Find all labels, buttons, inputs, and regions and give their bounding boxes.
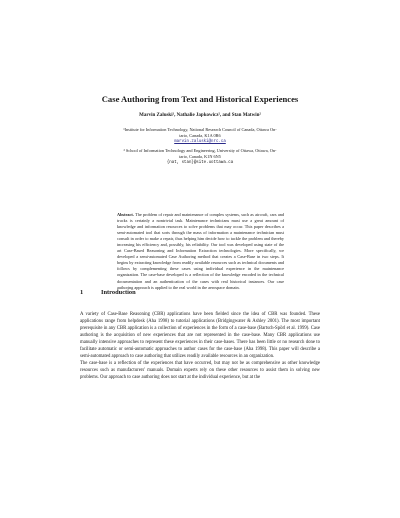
affiliation-2-line2: tario, Canada, K1N 6N5 — [179, 154, 221, 160]
section-title: Introduction — [101, 289, 136, 296]
intro-paragraph-2: The case-base is a reflection of the experiences that have occurred, but may not be as comprehensive as other knowledge resources such as manufacturers' manuals. Domain experts rely on these other resources to assist them in solving new problems. Our approach to case authoring does not start at the individual experience, but at the — [80, 361, 320, 381]
section-heading — [80, 289, 136, 297]
abstract-text: The problem of repair and maintenance of complex systems, such as aircraft, cars and trucks is certainly a nontrivial task. Maintenance technicians must use a great amount of knowledge and information resources to solve problems that may occur. This paper describes a semi-automated tool that sorts through the mass of information a maintenance technician must consult in order to make a repair, thus helping him decide how to tackle the problem and thereby increasing his efficiency and, possibly, his reliability. Our tool was developed using state of the art Case-Based Reasoning and Information Extraction technologies. More specifically, we developed a semi-automated Case Authoring method that creates a Case-Base in two steps. It begins by extracting knowledge from readily available resources such as technical documents and follows by complementing these cases using individual experience in the maintenance organization. The case-base developed is a reflection of the knowledge encoded in the technical documentation and an authentication of the cases with real historical instances. Our case authoring approach is applied to the real world in the aerospace domain. — [117, 212, 284, 290]
intro-paragraph-1: A variety of Case-Base Reasoning (CBR) applications have been fielded since the idea of CBR was founded. These applications range from helpdesk (Aha 1998) to tutorial applications (Bridgingwater & Ashley 2001). The most important prerequisite in any CBR application is a collection of experiences in the form of a case-base (Bartsch-Spörl et al. 1999). Case authoring is the acquisition of new experiences that are not represented in the case-base. Many CBR applications use manually intensive approaches to represent these experiences in their case-bases. There has been little or no research done to facilitate automatic or semi-automatic approaches to author cases for the case-base (Aha 1998). This paper will describe a semi-automated approach to case authoring that utilizes readily available resources in an organization. — [80, 312, 320, 360]
paper-title: Case Authoring from Text and Historical Experiences — [101, 94, 299, 104]
author-list: Marvin Zaluski¹, Nathalie Japkowicz², and Stan Matwin² — [139, 113, 261, 118]
affiliation-2-line1: ² School of Information Technology and Engineering, University of Ottawa, Ottawa, On- — [123, 148, 277, 153]
affiliation-1-line2: tario, Canada, K1A 0R6 — [179, 133, 221, 139]
affiliation-2-email: {nat, stan}@site.uottawa.ca — [166, 161, 234, 166]
affiliation-2 — [88, 148, 312, 167]
abstract — [117, 212, 284, 291]
introduction-body — [80, 311, 320, 381]
affiliation-1-email[interactable]: marvin.zaluski@nrc.ca — [174, 140, 226, 145]
section-number: 1 — [80, 289, 84, 296]
affiliation-1-line1: ¹Institute for Information Technology, National Research Council of Canada, Ottawa On- — [123, 127, 277, 132]
abstract-label: Abstract. — [117, 212, 134, 217]
affiliation-1 — [88, 127, 312, 146]
